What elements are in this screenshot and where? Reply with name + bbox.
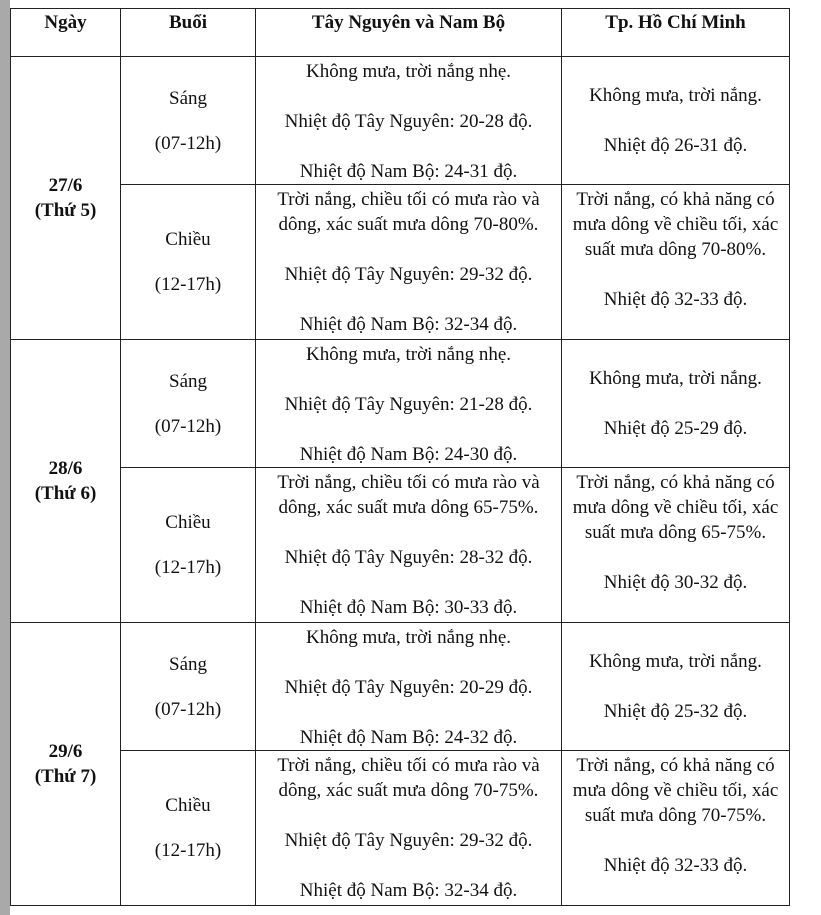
city-temp: Nhiệt độ 26-31 độ. xyxy=(603,135,748,156)
session-name: Chiều xyxy=(165,795,211,816)
region-forecast-cell xyxy=(256,751,562,906)
region-temp-south: Nhiệt độ Nam Bộ: 32-34 độ. xyxy=(299,880,518,901)
session-cell xyxy=(121,57,256,185)
region-forecast-cell xyxy=(256,468,562,623)
header-city: Tp. Hồ Chí Minh xyxy=(562,9,790,57)
region-forecast-cell xyxy=(256,340,562,468)
session-time: (07-12h) xyxy=(154,132,222,154)
city-forecast-cell xyxy=(562,751,790,906)
session-name: Chiều xyxy=(165,512,211,533)
city-forecast-cell xyxy=(562,57,790,185)
weekday-label: (Thứ 5) xyxy=(34,200,97,221)
session-time: (07-12h) xyxy=(154,698,222,720)
session-name: Sáng xyxy=(169,87,207,109)
city-forecast-cell xyxy=(562,340,790,468)
date-label: 29/6 xyxy=(48,741,83,762)
region-temp-south: Nhiệt độ Nam Bộ: 30-33 độ. xyxy=(299,597,518,618)
city-weather: Không mưa, trời nắng. xyxy=(589,368,762,389)
session-time: (07-12h) xyxy=(154,415,222,437)
region-weather: Không mưa, trời nắng nhẹ. xyxy=(305,627,512,648)
session-time: (12-17h) xyxy=(154,274,222,295)
session-cell xyxy=(121,340,256,468)
header-day: Ngày xyxy=(11,9,121,57)
city-weather: Không mưa, trời nắng. xyxy=(589,651,762,672)
region-temp-south: Nhiệt độ Nam Bộ: 24-31 độ. xyxy=(299,161,518,182)
city-temp: Nhiệt độ 30-32 độ. xyxy=(603,572,748,593)
region-weather: Không mưa, trời nắng nhẹ. xyxy=(305,61,512,82)
window-left-edge xyxy=(0,0,10,915)
session-time: (12-17h) xyxy=(154,840,222,861)
city-temp: Nhiệt độ 32-33 độ. xyxy=(603,289,748,310)
region-temp-highlands: Nhiệt độ Tây Nguyên: 20-28 độ. xyxy=(284,111,533,132)
date-cell xyxy=(11,57,121,340)
region-forecast-cell xyxy=(256,623,562,751)
session-cell xyxy=(121,751,256,906)
city-temp: Nhiệt độ 25-32 độ. xyxy=(603,701,748,722)
header-session: Buổi xyxy=(121,9,256,57)
region-weather: Trời nắng, chiều tối có mưa rào và dông, xác suất mưa dông 70-80%. xyxy=(277,189,540,235)
table-row-day1-morning xyxy=(11,57,790,185)
date-cell xyxy=(11,623,121,906)
weekday-label: (Thứ 7) xyxy=(34,766,97,787)
region-temp-highlands: Nhiệt độ Tây Nguyên: 28-32 độ. xyxy=(284,547,533,568)
region-temp-highlands: Nhiệt độ Tây Nguyên: 21-28 độ. xyxy=(284,394,533,415)
city-weather: Trời nắng, có khả năng có mưa dông về chiều tối, xác suất mưa dông 70-80%. xyxy=(572,189,779,260)
table-row-day1-afternoon xyxy=(11,185,790,340)
date-label: 27/6 xyxy=(48,175,83,196)
session-time: (12-17h) xyxy=(154,557,222,578)
city-weather: Trời nắng, có khả năng có mưa dông về chiều tối, xác suất mưa dông 70-75%. xyxy=(572,755,779,826)
session-cell xyxy=(121,185,256,340)
date-label: 28/6 xyxy=(48,458,83,479)
region-temp-south: Nhiệt độ Nam Bộ: 32-34 độ. xyxy=(299,314,518,335)
header-region: Tây Nguyên và Nam Bộ xyxy=(256,9,562,57)
weekday-label: (Thứ 6) xyxy=(34,483,97,504)
city-weather: Trời nắng, có khả năng có mưa dông về chiều tối, xác suất mưa dông 65-75%. xyxy=(572,472,779,543)
region-weather: Trời nắng, chiều tối có mưa rào và dông, xác suất mưa dông 65-75%. xyxy=(277,472,540,518)
region-weather: Không mưa, trời nắng nhẹ. xyxy=(305,344,512,365)
region-forecast-cell xyxy=(256,185,562,340)
region-temp-highlands: Nhiệt độ Tây Nguyên: 29-32 độ. xyxy=(284,264,533,285)
city-weather: Không mưa, trời nắng. xyxy=(589,85,762,106)
table-row-day2-afternoon xyxy=(11,468,790,623)
region-temp-south: Nhiệt độ Nam Bộ: 24-32 độ. xyxy=(299,727,518,748)
session-cell xyxy=(121,468,256,623)
session-cell xyxy=(121,623,256,751)
city-forecast-cell xyxy=(562,623,790,751)
table-row-day3-morning xyxy=(11,623,790,751)
session-name: Sáng xyxy=(169,370,207,392)
table-row-day3-afternoon xyxy=(11,751,790,906)
city-temp: Nhiệt độ 32-33 độ. xyxy=(603,855,748,876)
region-temp-highlands: Nhiệt độ Tây Nguyên: 20-29 độ. xyxy=(284,677,533,698)
region-forecast-cell xyxy=(256,57,562,185)
session-name: Sáng xyxy=(169,653,207,675)
region-temp-highlands: Nhiệt độ Tây Nguyên: 29-32 độ. xyxy=(284,830,533,851)
header-row xyxy=(11,9,790,57)
city-temp: Nhiệt độ 25-29 độ. xyxy=(603,418,748,439)
table-row-day2-morning xyxy=(11,340,790,468)
region-weather: Trời nắng, chiều tối có mưa rào và dông, xác suất mưa dông 70-75%. xyxy=(277,755,540,801)
session-name: Chiều xyxy=(165,229,211,250)
city-forecast-cell xyxy=(562,468,790,623)
region-temp-south: Nhiệt độ Nam Bộ: 24-30 độ. xyxy=(299,444,518,465)
date-cell xyxy=(11,340,121,623)
weather-forecast-table xyxy=(10,8,790,906)
city-forecast-cell xyxy=(562,185,790,340)
